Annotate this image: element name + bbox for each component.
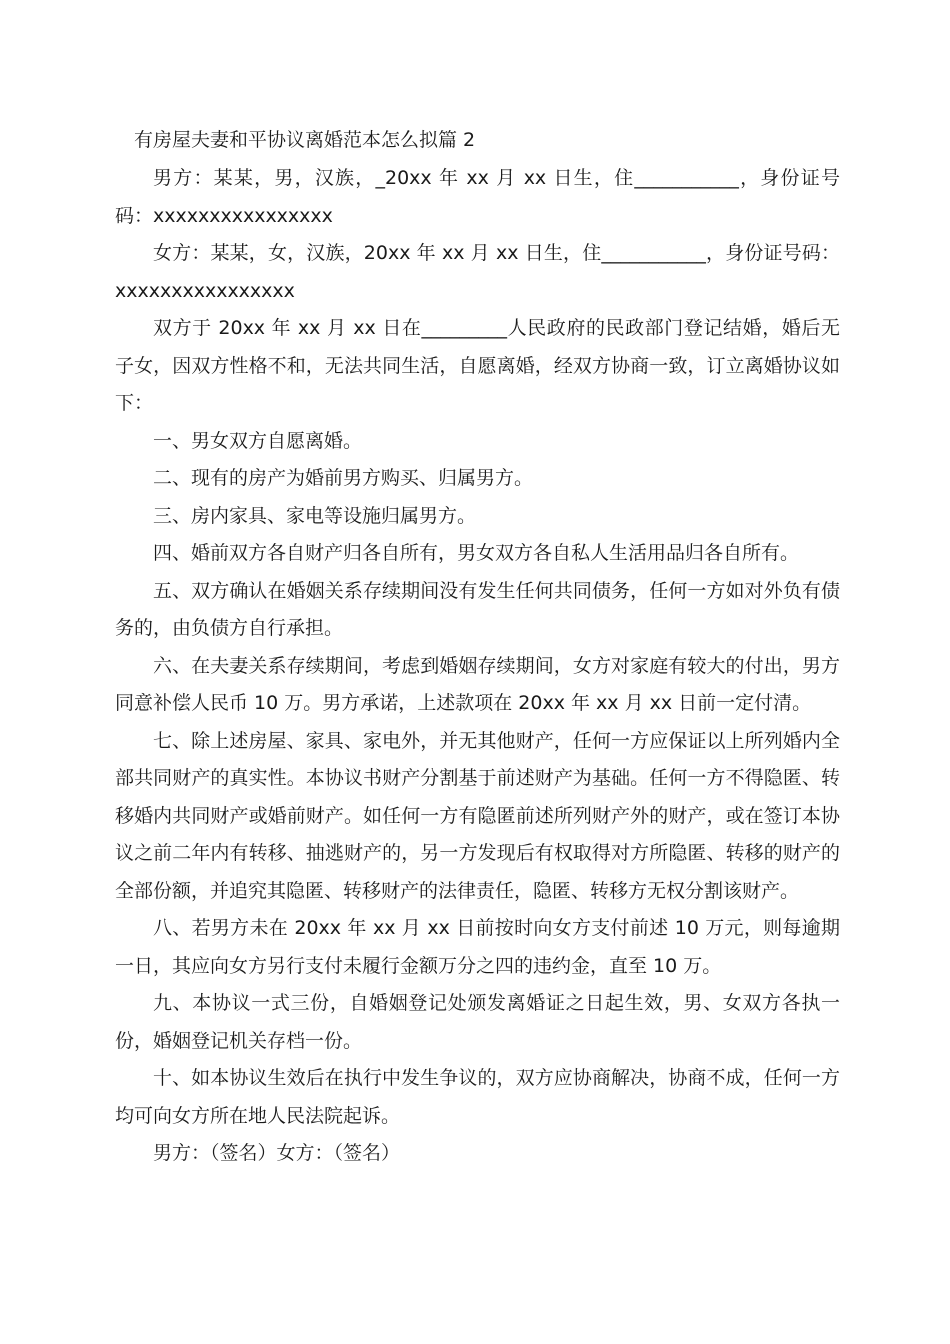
clause-2: 二、现有的房产为婚前男方购买、归属男方。 <box>153 467 534 489</box>
clause-3: 三、房内家具、家电等设施归属男方。 <box>153 504 477 527</box>
signature-line: 男方：（签名）女方：（签名） <box>153 1142 401 1164</box>
document-body <box>115 160 840 1173</box>
clause-1: 一、男女双方自愿离婚。 <box>153 429 363 452</box>
paragraph-husband-info: 男方：某某，男，汉族，_20xx 年 xx 月 xx 日生，住___________，身份证号码：xxxxxxxxxxxxxxxx <box>115 167 840 227</box>
paragraph-preamble: 双方于 20xx 年 xx 月 xx 日在_________人民政府的民政部门登记结婚，婚后无子女，因双方性格不和，无法共同生活，自愿离婚，经双方协商一致，订立离婚协议如下： <box>115 317 840 414</box>
clause-10: 十、如本协议生效后在执行中发生争议的，双方应协商解决，协商不成，任何一方均可向女方所在地人民法院起诉。 <box>115 1067 840 1127</box>
clause-4: 四、婚前双方各自财产归各自所有，男女双方各自私人生活用品归各自所有。 <box>153 542 800 564</box>
clause-7: 七、除上述房屋、家具、家电外，并无其他财产，任何一方应保证以上所列婚内全部共同财产的真实性。本协议书财产分割基于前述财产为基础。任何一方不得隐匿、转移婚内共同财产或婚前财产。如任何一方有隐匿前述所列财产外的财产，或在签订本协议之前二年内有转移、抽逃财产的，另一方发现后有权取得对方所隐匿、转移的财产的全部份额，并追究其隐匿、转移财产的法律责任，隐匿、转移方无权分割该财产。 <box>115 729 840 902</box>
clause-5: 五、双方确认在婚姻关系存续期间没有发生任何共同债务，任何一方如对外负有债务的，由负债方自行承担。 <box>115 579 840 639</box>
clause-8: 八、若男方未在 20xx 年 xx 月 xx 日前按时向女方支付前述 10 万元，则每逾期一日，其应向女方另行支付未履行金额万分之四的违约金，直至 10 万。 <box>115 917 840 977</box>
document-title: 有房屋夫妻和平协议离婚范本怎么拟篇 2 <box>134 129 476 151</box>
clause-6: 六、在夫妻关系存续期间，考虑到婚姻存续期间，女方对家庭有较大的付出，男方同意补偿人民币 10 万。男方承诺，上述款项在 20xx 年 xx 月 xx 日前一定付清。 <box>115 654 840 714</box>
clause-9: 九、本协议一式三份，自婚姻登记处颁发离婚证之日起生效，男、女双方各执一份，婚姻登记机关存档一份。 <box>115 992 840 1052</box>
paragraph-wife-info: 女方：某某，女，汉族，20xx 年 xx 月 xx 日生，住___________，身份证号码：xxxxxxxxxxxxxxxx <box>115 242 840 302</box>
